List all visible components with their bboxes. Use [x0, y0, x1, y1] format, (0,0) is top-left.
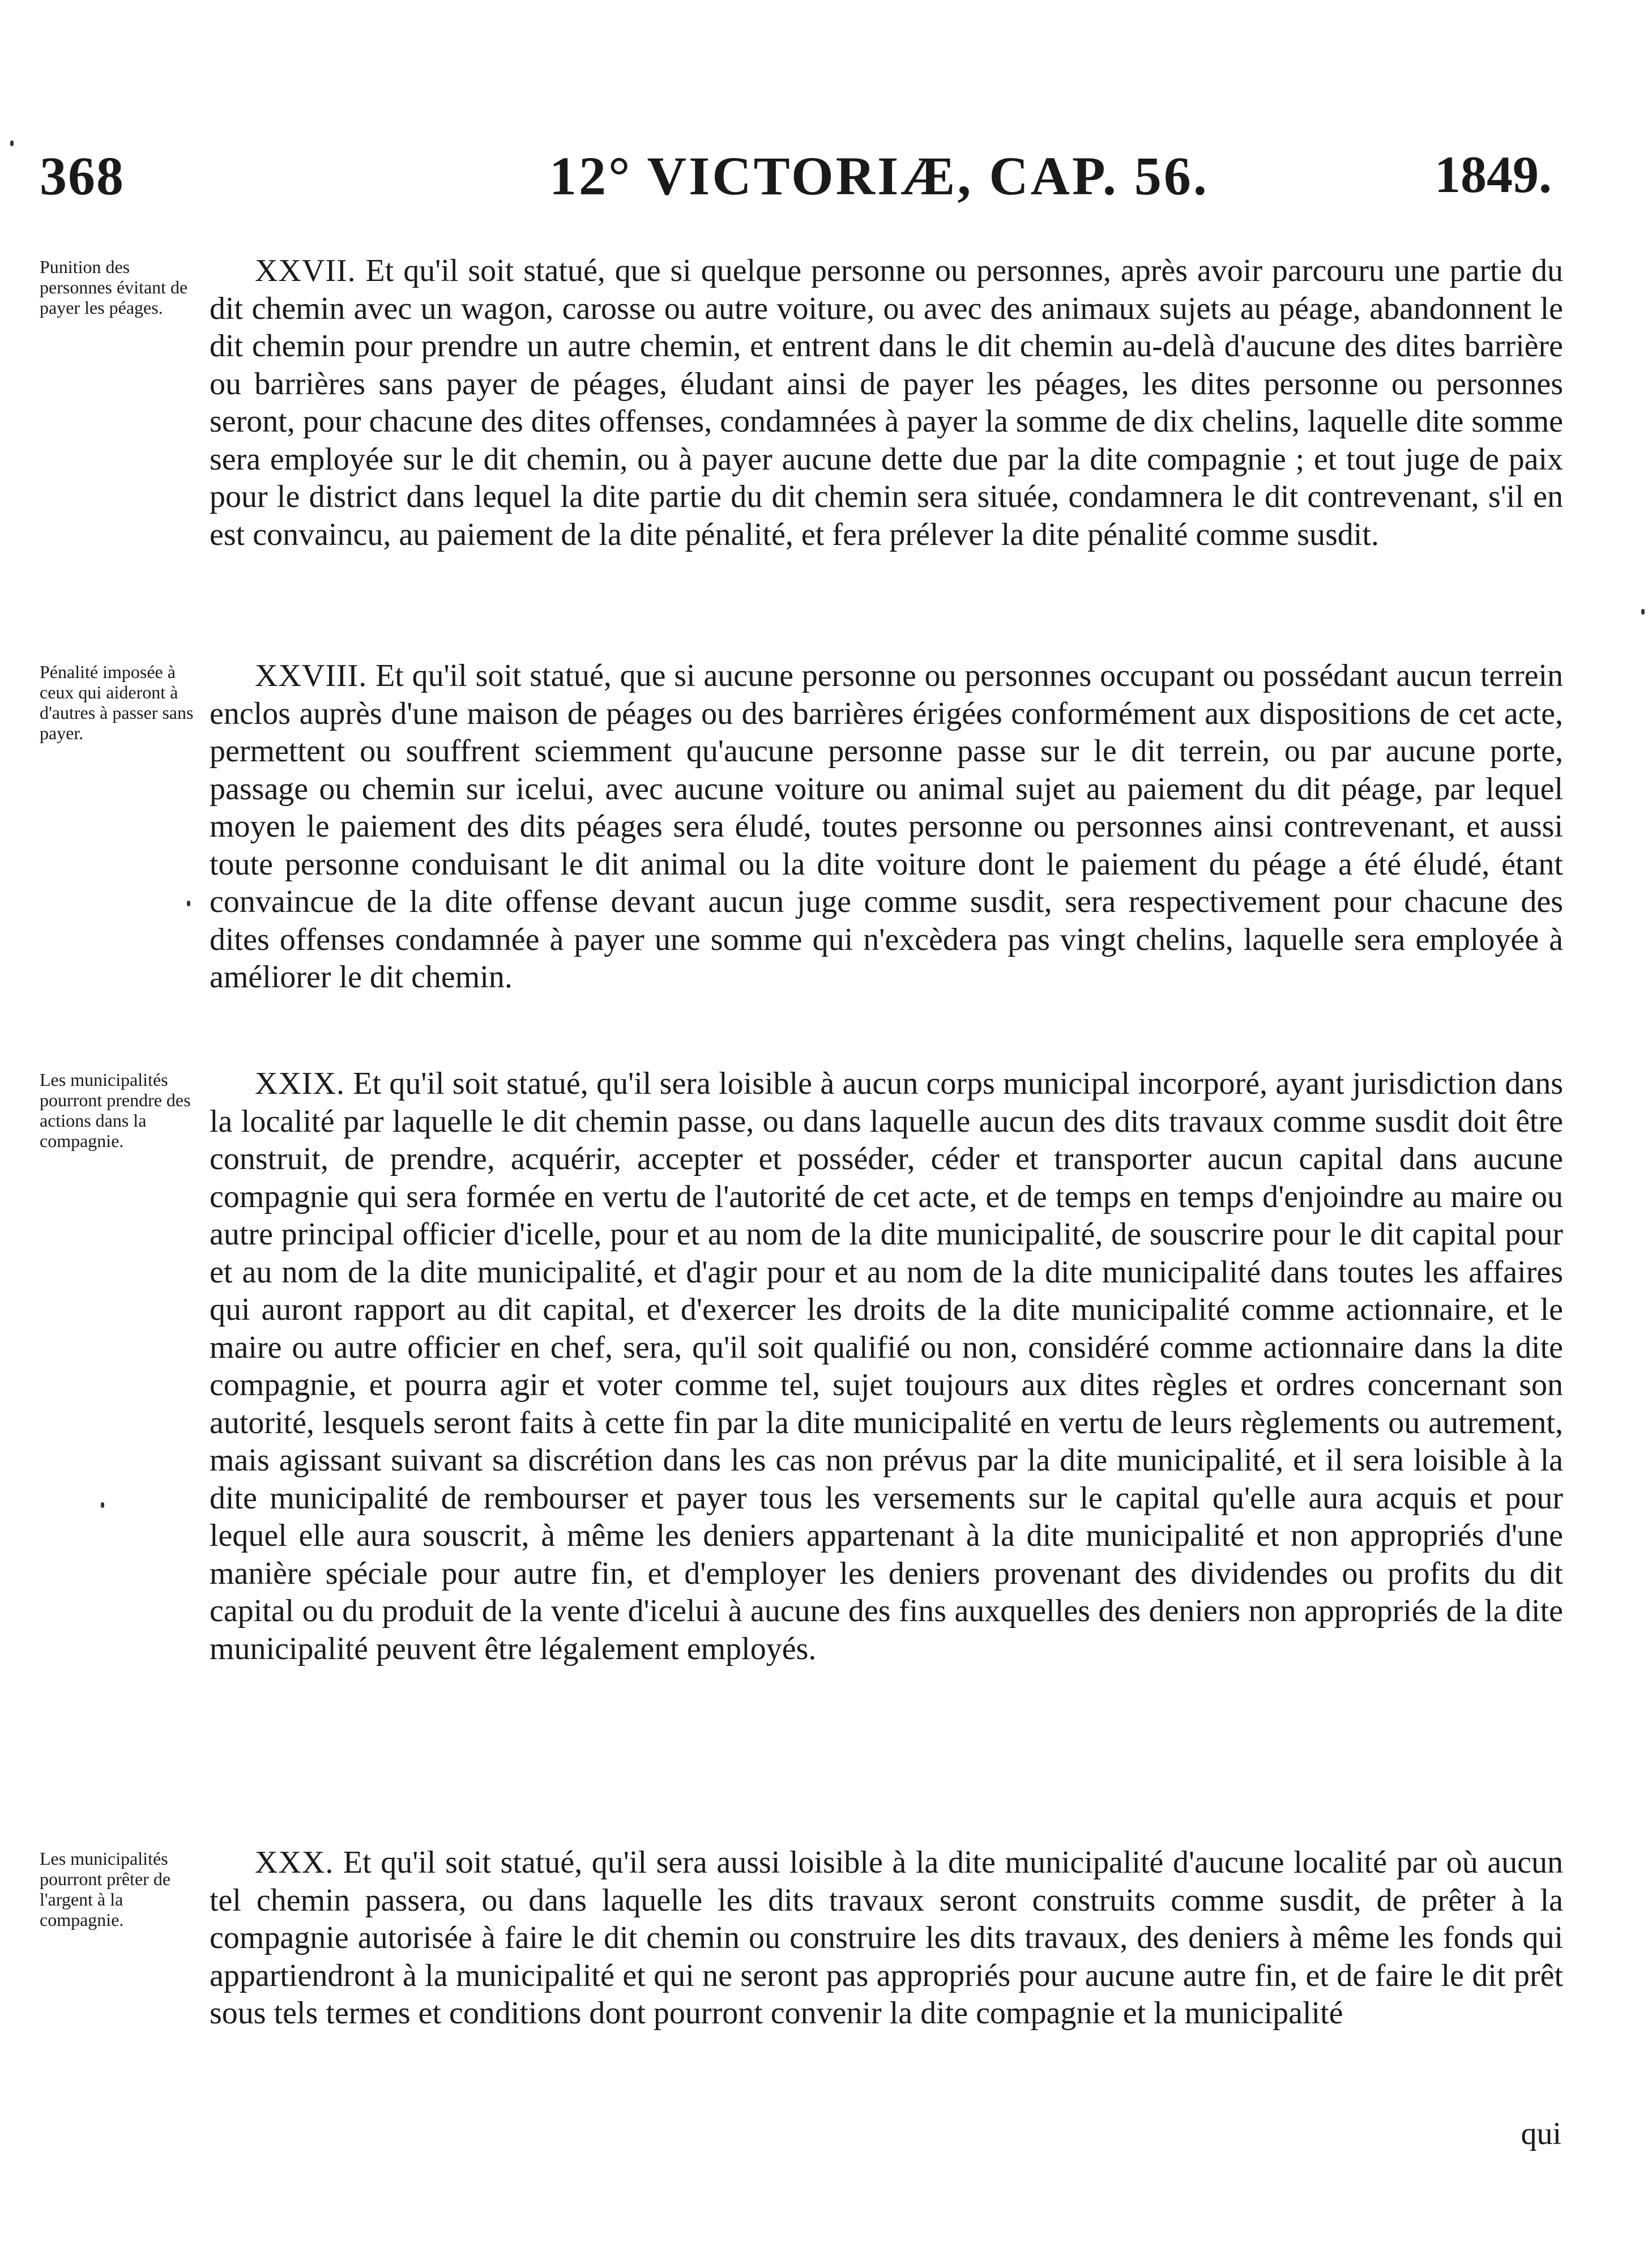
section-text: Et qu'il soit statué, qu'il sera aussi loisible à la dite municipalité d'aucune localité par où aucun tel chemin passera, ou dans laquelle les dits travaux seront construits comme susdit, de prêter à la compagnie autorisée à faire le dit chemin ou construire les dits travaux, des deniers à même les fonds qui appartiendront à la municipalité et qui ne seront pas appropriés pour aucune autre fin, et de faire le dit prêt sous tels termes et conditions dont pourront convenir la dite compagnie et la municipalité	[210, 1845, 1563, 2031]
marginal-note: Pénalité imposée à ceux qui aideront à d'autres à passer sans payer.	[40, 662, 194, 743]
section-text: Et qu'il soit statué, que si quelque personne ou personnes, après avoir parcouru une partie du dit chemin avec un wagon, carosse ou autre voiture, ou avec des animaux sujets au péage, abandonnent le dit chemin pour prendre un autre chemin, et entrent dans le dit chemin au-delà d'aucune des dites barrière ou barrières sans payer de péages, éludant ainsi de payer les péages, les dites personne ou personnes seront, pour chacune des dites offenses, condamnées à payer la somme de dix chelins, laquelle dite somme sera employée sur le dit chemin, ou à payer aucune dette due par la dite compagnie ; et tout juge de paix pour le district dans lequel la dite partie du dit chemin sera située, condamnera le dit contrevenant, s'il en est convaincu, au paiement de la dite pénalité, et fera prélever la dite pénalité comme susdit.	[210, 253, 1563, 552]
section-numeral: XXIX.	[255, 1066, 345, 1101]
header-year: 1849.	[1435, 146, 1552, 203]
section-body	[210, 1844, 1563, 2032]
ink-speck	[10, 140, 14, 146]
marginal-note: Punition des personnes évitant de payer les péages.	[40, 257, 188, 318]
ink-speck	[1641, 609, 1645, 615]
marginal-note: Les municipalités pourront prendre des actions dans la compagnie.	[40, 1069, 191, 1151]
section-xxix	[40, 1065, 1569, 1830]
section-xxx	[40, 1844, 1569, 2116]
section-numeral: XXVIII.	[255, 658, 368, 693]
section-text: Et qu'il soit statué, qu'il sera loisible à aucun corps municipal incorporé, ayant jurisdiction dans la localité par laquelle le dit chemin passe, ou dans laquelle aucun des dits travaux comme susdit doit être construit, de prendre, acquérir, accepter et posséder, céder et transporter aucun capital dans aucune compagnie qui sera formée en vertu de l'autorité de cet acte, et de temps en temps d'enjoindre au maire ou autre principal officier d'icelle, pour et au nom de la dite municipalité, de souscrire pour le dit capital pour et au nom de la dite municipalité, et d'agir pour et au nom de la dite municipalité dans toutes les affaires qui auront rapport au dit capital, et d'exercer les droits de la dite municipalité comme actionnaire, et le maire ou autre officier en chef, sera, qu'il soit qualifié ou non, considéré comme actionnaire dans la dite compagnie, et pourra agir et voter comme tel, sujet toujours aux dites règles et ordres concernant son autorité, lesquels seront faits à cette fin par la dite municipalité en vertu de leurs règlements ou autrement, mais agissant suivant sa discrétion dans les cas non prévus par la dite municipalité, et il sera loisible à la dite municipalité de rembourser et payer tous les versements sur le capital qu'elle aura acquis et pour lequel elle aura souscrit, à même les deniers appartenant à la dite municipalité et non appropriés d'une manière spéciale pour autre fin, et d'employer les deniers provenant des dividendes ou profits du dit capital ou du produit de la vente d'icelui à aucune des fins auxquelles des deniers non appropriés de la dite municipalité peuvent être légalement employés.	[210, 1066, 1563, 1666]
section-text: Et qu'il soit statué, que si aucune personne ou personnes occupant ou possédant aucun terrein enclos auprès d'une maison de péages ou des barrières érigées conformément aux dispositions de cet acte, permettent ou souffrent sciemment qu'aucune personne passe sur le dit terrein, ou par aucune porte, passage ou chemin sur icelui, avec aucune voiture ou animal sujet au paiement du dit péage, par lequel moyen le paiement des dits péages sera éludé, toutes personne ou personnes ainsi contrevenant, et aussi toute personne conduisant le dit animal ou la dite voiture dont le paiement du péage a été éludé, étant convaincue de la dite offense devant aucun juge comme susdit, sera respectivement pour chacune des dites offenses condamnée à payer une somme qui n'excèdera pas vingt chelins, laquelle sera employée à améliorer le dit chemin.	[210, 658, 1564, 995]
page-header	[40, 144, 1552, 212]
page-number: 368	[40, 146, 125, 206]
section-body	[210, 1065, 1563, 1668]
section-numeral: XXX.	[255, 1845, 334, 1880]
catchword: qui	[1521, 2116, 1561, 2151]
running-title: 12° VICTORIÆ, CAP. 56.	[549, 146, 1209, 206]
section-body	[210, 252, 1563, 553]
section-numeral: XXVII.	[255, 253, 356, 288]
section-xxvii	[40, 252, 1569, 637]
marginal-note: Les municipalités pourront prêter de l'argent à la compagnie.	[40, 1848, 171, 1930]
section-body	[210, 657, 1563, 996]
section-xxviii	[40, 657, 1569, 1042]
